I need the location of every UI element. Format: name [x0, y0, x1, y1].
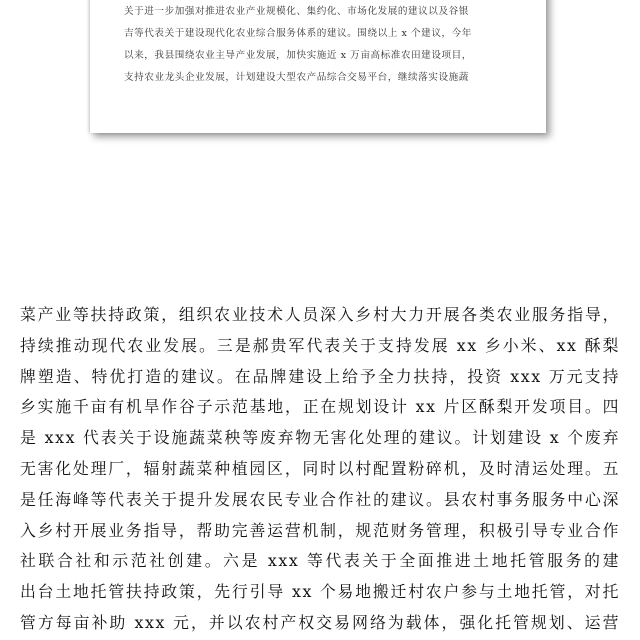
- previous-page-line: 支持农业龙头企业发展，计划建设大型农产品综合交易平台，继续落实设施蔬: [124, 72, 469, 83]
- body-line: 无害化处理厂，辐射蔬菜种植园区，同时以村配置粉碎机，及时清运处理。五: [20, 458, 620, 478]
- body-line: 管方每亩补助 xxx 元，并以农村产权交易网络为载体，强化托管规划、运营: [20, 612, 620, 632]
- body-line: 菜产业等扶持政策，组织农业技术人员深入乡村大力开展各类农业服务指导，: [20, 305, 620, 324]
- body-line: 乡实施千亩有机旱作谷子示范基地，正在规划设计 xx 片区酥梨开发项目。四: [20, 397, 620, 417]
- body-line: 出台土地托管扶持政策，先行引导 xx 个易地搬迁村农户参与土地托管，对托: [20, 582, 620, 602]
- body-line: 牌塑造、特优打造的建议。在品牌建设上给予全力扶持，投资 xxx 万元支持: [20, 366, 620, 386]
- previous-page-line: 吉等代表关于建设现代化农业综合服务体系的建议。围绕以上 x 个建议，今年: [124, 28, 472, 39]
- body-line: 是任海峰等代表关于提升发展农民专业合作社的建议。县农村事务服务中心深: [20, 489, 620, 509]
- previous-page-sheet: [90, 0, 546, 133]
- previous-page-text: [124, 1, 536, 89]
- previous-page-line: 关于进一步加强对推进农业产业规模化、集约化、市场化发展的建议以及谷银: [124, 6, 469, 17]
- previous-page-line: 以来，我县围绕农业主导产业发展，加快实施近 x 万亩高标准农田建设项目，: [124, 50, 472, 61]
- body-line: 是 xxx 代表关于设施蔬菜秧等废弃物无害化处理的建议。计划建设 x 个废弃: [20, 428, 620, 448]
- document-body: [20, 300, 620, 639]
- body-line: 入乡村开展业务指导，帮助完善运营机制，规范财务管理，积极引导专业合作: [20, 520, 620, 540]
- body-line: 社联合社和示范社创建。六是 xxx 等代表关于全面推进土地托管服务的建: [20, 551, 620, 571]
- body-line: 持续推动现代农业发展。三是郝贵军代表关于支持发展 xx 乡小米、xx 酥梨: [20, 335, 620, 355]
